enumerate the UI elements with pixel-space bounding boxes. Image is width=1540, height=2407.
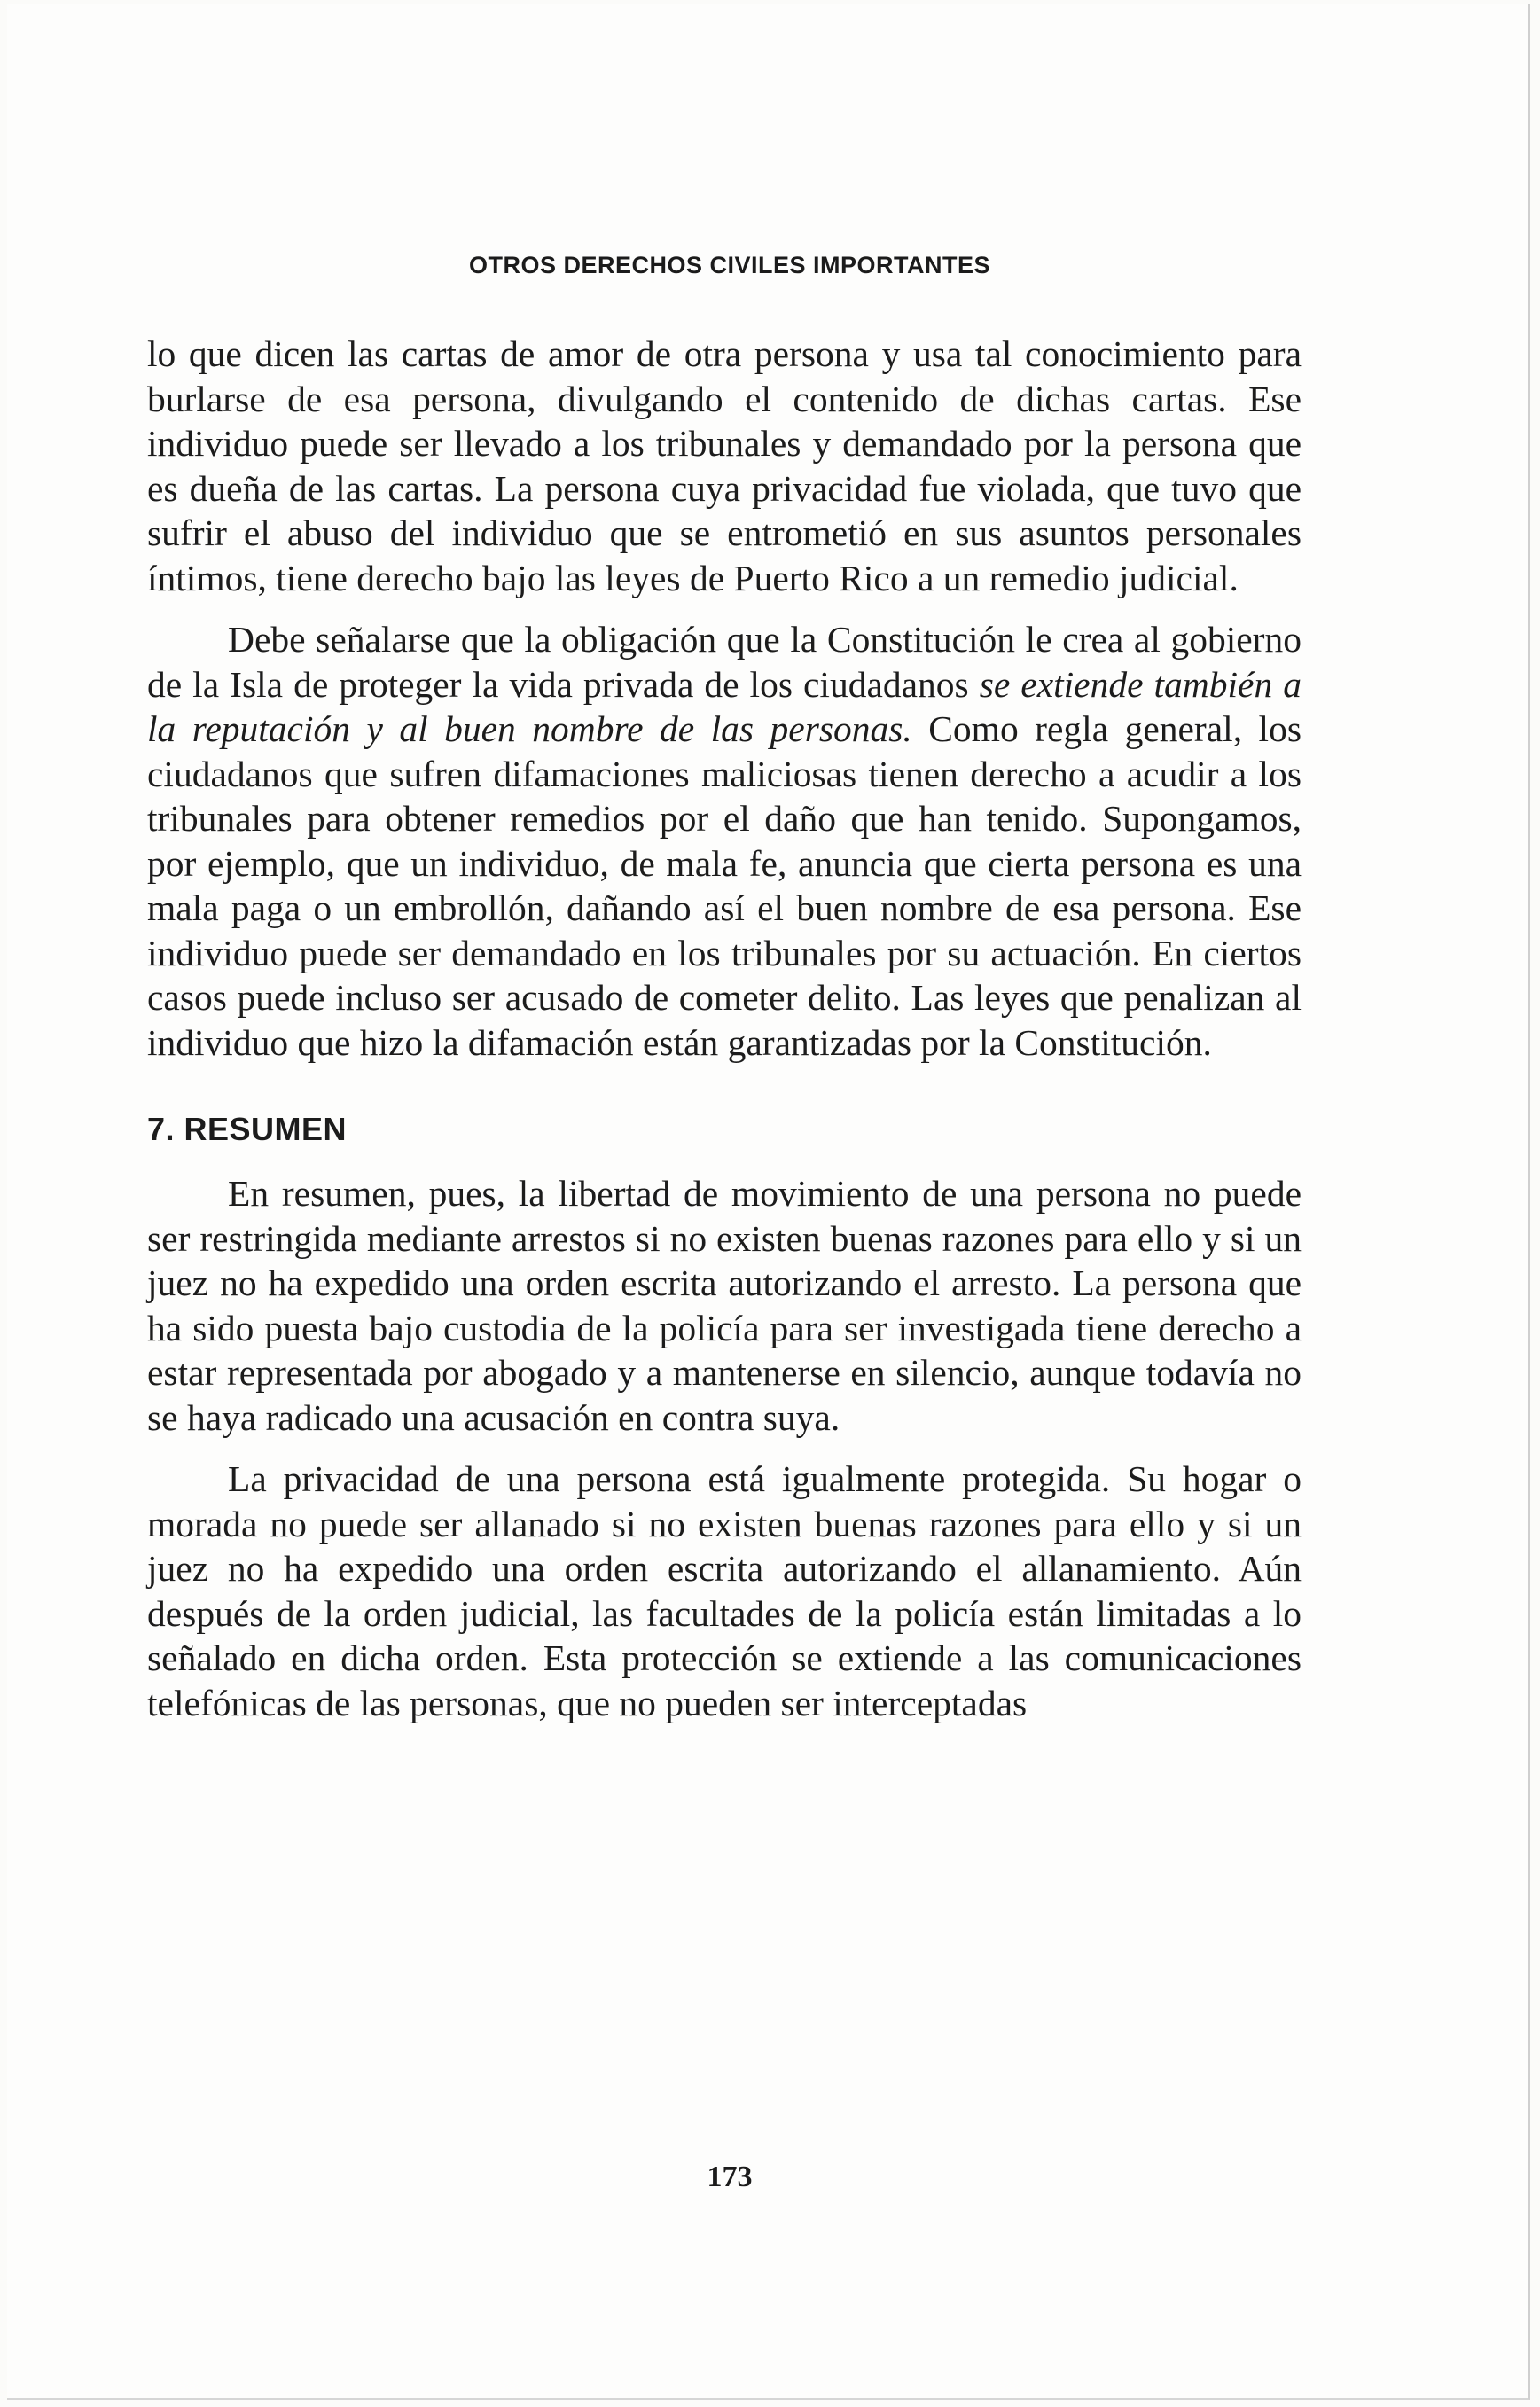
running-head: OTROS DERECHOS CIVILES IMPORTANTES bbox=[468, 252, 991, 278]
paragraph-2-end: Como regla general, los ciudadanos que sufren difamaciones maliciosas tienen derecho a acudir a los tribunales para obtener remedios por el daño que han tenido. Supongamos, por ejemplo, que un individuo, de mala fe, anuncia que cierta persona es una mala paga o un embrollón, dañando así el buen nombre de esa persona. Ese individuo puede ser demandado en los tribunales por su actuación. En ciertos casos puede incluso ser acusado de cometer delito. Las leyes que penalizan al individuo que hizo la difamación están garantizadas por la Constitución. bbox=[147, 708, 1302, 1063]
paragraph-3: En resumen, pues, la libertad de movimiento de una persona no puede ser restringida mediante arrestos si no existen buenas razones para ello y si un juez no ha expedido una orden escrita autorizando el arresto. La persona que ha sido puesta bajo custodia de la policía para ser investigada tiene derecho a estar representada por abogado y a mantenerse en silencio, aunque todavía no se haya radicado una acusación en contra suya. bbox=[147, 1173, 1302, 1438]
paragraph-2-start: Debe señalarse que la obligación que la Constitución le crea al gobierno de la Isla de proteger la vida privada de los ciudadanos bbox=[147, 619, 1302, 705]
body-text bbox=[147, 332, 1302, 1725]
section-heading: 7. RESUMEN bbox=[147, 1111, 348, 1147]
paragraph-1: lo que dicen las cartas de amor de otra persona y usa tal conocimiento para burlarse de esa persona, divulgando el contenido de dichas cartas. Ese individuo puede ser llevado a los tribunales y demandado por la persona que es dueña de las cartas. La persona cuya privacidad fue violada, que tuvo que sufrir el abuso del individuo que se entrometió en sus asuntos personales íntimos, tiene derecho bajo las leyes de Puerto Rico a un remedio judicial. bbox=[147, 333, 1302, 598]
page-number: 173 bbox=[707, 2161, 753, 2193]
paragraph-2-italic: se extiende también a la reputación y al buen nombre de las personas. bbox=[147, 663, 1302, 749]
paragraph-2 bbox=[147, 617, 1302, 1065]
paragraph-4: La privacidad de una persona está igualmente protegida. Su hogar o morada no puede ser allanado si no existen buenas razones para ello y si un juez no ha expedido una orden escrita autorizando el allanamiento. Aún después de la orden judicial, las facultades de la policía están limitadas a lo señalado en dicha orden. Esta protección se extiende a las comunicaciones telefónicas de las personas, que no pueden ser interceptadas bbox=[147, 1458, 1302, 1723]
book-page bbox=[7, 4, 1530, 2400]
